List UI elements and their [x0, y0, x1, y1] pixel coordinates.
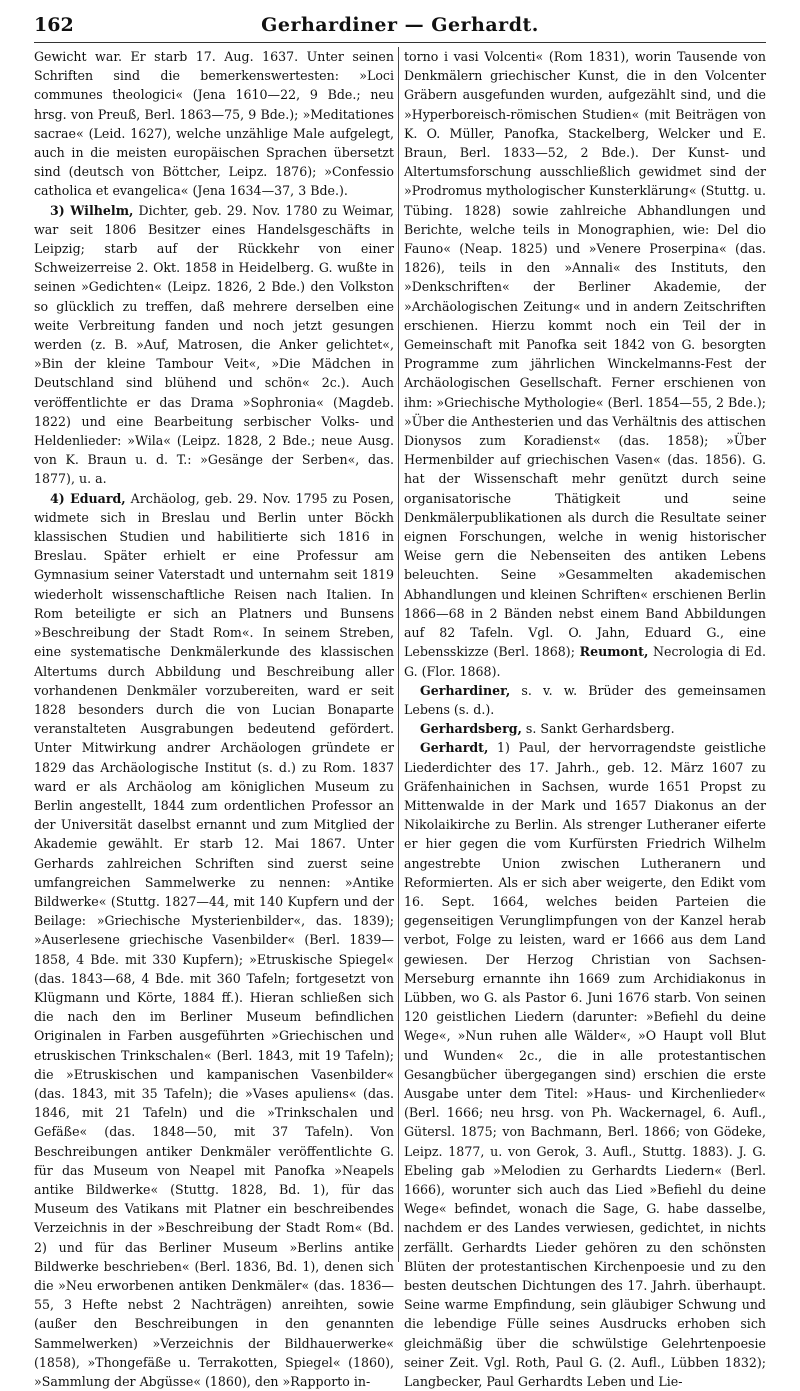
- entry-body: Archäolog, geb. 29. Nov. 1795 zu Posen, widmete sich in Breslau und Berlin unter Böckh klassischen Studien und habilitierte sich 1816 in Breslau. Später erhielt er eine Professur am Gymnasium seiner Vaterstadt und unternahm seit 1819 wiederholt wissenschaftliche Reisen nach Italien. In Rom beteiligte er sich an Platners und Bunsens »Beschreibung der Stadt Rom«. In seinem Streben, eine systematische Denkmälerkunde des klassischen Altertums durch Abbildung und Beschreibung aller vorhandenen Denkmäler vorzubereiten, ward er seit 1828 besonders durch die von Lucian Bonaparte veranstalteten Ausgrabungen bedeutend gefördert. Unter Mitwirkung andrer Archäologen gründete er 1829 das Archäologische Institut (s. d.) zu Rom. 1837 ward er als Archäolog am königlichen Museum zu Berlin angestellt, 1844 zum ordentlichen Professor an der Universität daselbst ernannt und zum Mitglied der Akademie gewählt. Er starb 12. Mai 1867. Unter Gerhards zahlreichen Schriften sind zuerst seine umfangreichen Sammelwerke zu nennen: »Antike Bildwerke« (Stuttg. 1827—44, mit 140 Kupfern und der Beilage: »Griechische Mysterienbilder«, das. 1839); »Auserlesene griechische Vasenbilder« (Berl. 1839—1858, 4 Bde. mit 330 Kupfern); »Etruskische Spiegel« (das. 1843—68, 4 Bde. mit 360 Tafeln; fortgesetzt von Klügmann und Körte, 1884 ff.). Hieran schließen sich die nach den im Berliner Museum befindlichen Originalen in Farben ausgeführten »Griechischen und etruskischen Trinkschalen« (Berl. 1843, mit 19 Tafeln); die »Etruskischen und kampanischen Vasenbilder« (das. 1843, mit 35 Tafeln); die »Vases apuliens« (das. 1846, mit 21 Tafeln) und die »Trinkschalen und Gefäße« (das. 1848—50, mit 37 Tafeln). Von Beschreibungen antiker Denkmäler veröffentlichte G. für das Museum von Neapel mit Panofka »Neapels antike Bildwerke« (Stuttg. 1828, Bd. 1), für das Museum des Vatikans mit Platner ein beschreibendes Verzeichnis in der »Beschreibung der Stadt Rom« (Bd. 2) und für das Berliner Museum »Berlins antike Bildwerke beschrieben« (Berl. 1836, Bd. 1), denen sich die »Neu erworbenen antiken Denkmäler« (das. 1836—55, 3 Hefte nebst 2 Nachträgen) anreihten, sowie (außer den Beschreibungen in den genannten Sammelwerken) »Verzeichnis der Bildhauerwerke« (1858), »Thongefäße u. Terrakotten, Spiegel« (1860), »Sammlung der Abgüsse« (1860), den »Rapporto in-: [34, 490, 394, 1390]
- entry-heading: Gerhardt,: [420, 740, 489, 756]
- entry-body: Dichter, geb. 29. Nov. 1780 zu Weimar, war seit 1806 Besitzer eines Handelsgeschäfts in Leipzig; starb auf der Rückkehr von einer Schweizerreise 2. Okt. 1858 in Heidelberg. G. wußte in seinen »Gedichten« (Leipz. 1826, 2 Bde.) den Volkston so glücklich zu treffen, daß mehrere derselben eine weite Verbreitung fanden und noch jetzt gesungen werden (z. B. »Auf, Matrosen, die Anker gelichtet«, »Bin der kleine Tambour Veit«, »Die Mädchen in Deutschland sind blühend und schön« 2c.). Auch veröffentlichte er das Drama »Sophronia« (Magdeb. 1822) und eine Bearbeitung serbischer Volks- und Heldenlieder: »Wila« (Leipz. 1828, 2 Bde.; neue Ausg. von K. Braun u. d. T.: »Gesänge der Serben«, das. 1877), u. a.: [34, 202, 394, 487]
- entry-body: 1) Paul, der hervorragendste geistliche Liederdichter des 17. Jahrh., geb. 12. März 1607 zu Gräfenhainichen in Sachsen, wurde 1651 Propst zu Mittenwalde in der Mark und 1657 Diakonus an der Nikolaikirche zu Berlin. Als strenger Lutheraner eiferte er hier gegen die vom Kurfürsten Friedrich Wilhelm angestrebte Union zwischen Lutheranern und Reformierten. Als er sich aber weigerte, den Edikt vom 16. Sept. 1664, welches beiden Parteien die gegenseitigen Verunglimpfungen von der Kanzel herab verbot, Folge zu leisten, ward er 1666 aus dem Land gewiesen. Der Herzog Christian von Sachsen-Merseburg ernannte ihn 1669 zum Archidiakonus in Lübben, wo G. als Pastor 6. Juni 1676 starb. Von seinen 120 geistlichen Liedern (darunter: »Befiehl du deine Wege«, »Nun ruhen alle Wälder«, »O Haupt voll Blut und Wunden« 2c., die in alle protestantischen Gesangbücher übergegangen sind) erschien die erste Ausgabe unter dem Titel: »Haus- und Kirchenlieder« (Berl. 1666; neu hrsg. von Ph. Wackernagel, 6. Aufl., Gütersl. 1875; von Bachmann, Berl. 1866; von Gödeke, Leipz. 1877, u. von Gerok, 3. Aufl., Stuttg. 1883). J. G. Ebeling gab »Melodien zu Gerhardts Liedern« (Berl. 1666), worunter sich auch das Lied »Befiehl du deine Wege« befindet, wonach die Sage, G. habe dasselbe, nachdem er des Landes verwiesen, gedichtet, in nichts zerfällt. Gerhardts Lieder gehören zu den schönsten Blüten der protestantischen Kirchenpoesie und zu den besten deutschen Dichtungen des 17. Jahrh. überhaupt. Seine warme Empfindung, sein gläubiger Schwung und die lebendige Fülle seines Ausdrucks erhoben sich gleichmäßig über die schwülstige Gelehrtenpoesie seiner Zeit. Vgl. Roth, Paul G. (2. Aufl., Lübben 1832); Langbecker, Paul Gerhardts Leben und Lie-: [404, 740, 766, 1390]
- running-title: Gerhardiner — Gerhardt.: [261, 14, 539, 36]
- page-number: 162: [34, 14, 74, 36]
- paragraph-eduard-continued: [404, 47, 766, 681]
- entry-body: s. Sankt Gerhardsberg.: [521, 721, 675, 737]
- right-column: [404, 47, 766, 1390]
- page-header: [34, 14, 766, 43]
- entry-gerhardt-paul: [404, 738, 766, 1391]
- entry-heading: 3) Wilhelm,: [50, 202, 134, 218]
- entry-heading: Gerhardiner,: [420, 682, 511, 698]
- entry-heading: 4) Eduard,: [50, 490, 126, 506]
- entry-gerhardsberg: [404, 719, 766, 738]
- paragraph-tail: Necrologia di Ed. G. (Flor. 1868).: [404, 644, 766, 679]
- left-column: [34, 47, 394, 1390]
- entry-heading: Gerhardsberg,: [420, 721, 522, 737]
- paragraph-gerhard-johann-end: Gewicht war. Er starb 17. Aug. 1637. Unter seinen Schriften sind die bemerkenswertesten: »Loci communes theologici« (Jena 1610—22, 9 Bde.; neu hrsg. von Preuß, Berl. 1863—75, 9 Bde.); »Meditationes sacrae« (Leid. 1627), welche unzählige Male aufgelegt, auch in die meisten europäischen Sprachen übersetzt sind (deutsch von Böttcher, Leipz. 1876); »Confessio catholica et evangelica« (Jena 1634—37, 3 Bde.).: [34, 49, 394, 199]
- entry-gerhardiner: [404, 681, 766, 719]
- entry-body: s. v. w. Brüder des gemeinsamen Lebens (s. d.).: [404, 682, 766, 717]
- reference-name: Reumont,: [579, 644, 649, 660]
- column-divider: [398, 47, 399, 1262]
- paragraph-text: torno i vasi Volcenti« (Rom 1831), worin Tausende von Denkmälern griechischer Kunst, die in den Volcenter Gräbern ausgefunden wurden, aufgezählt sind, und die »Hyperboreisch-römischen Studien« (mit Beiträgen von K. O. Müller, Panofka, Stackelberg, Welcker und E. Braun, Berl. 1833—52, 2 Bde.). Der Kunst- und Altertumsforschung ausschließlich gewidmet sind der »Prodromus mythologischer Kunsterklärung« (Stuttg. u. Tübing. 1828) sowie zahlreiche Abhandlungen und Berichte, welche teils in Monographien, wie: Del dio Fauno« (Neap. 1825) und »Venere Proserpina« (das. 1826), teils in den »Annali« des Instituts, den »Denkschriften« der Berliner Akademie, der »Archäologischen Zeitung« und in andern Zeitschriften erschienen. Hierzu kommt noch ein Teil der in Gemeinschaft mit Panofka seit 1842 von G. besorgten Programme zum jährlichen Winckelmanns-Fest der Archäologischen Gesellschaft. Ferner erschienen von ihm: »Griechische Mythologie« (Berl. 1854—55, 2 Bde.); »Über die Anthesterien und das Verhältnis des attischen Dionysos zum Koradienst« (das. 1858); »Über Hermenbilder auf griechischen Vasen« (das. 1856). G. hat der Wissenschaft mehr genützt durch seine organisatorische Thätigkeit und seine Denkmälerpublikationen als durch die Resultate seiner eignen Forschungen, welche in wenig historischer Weise gern die Nebenseiten des antiken Lebens beleuchten. Seine »Gesammelten akademischen Abhandlungen und kleinen Schriften« erschienen Berlin 1866—68 in 2 Bänden nebst einem Band Abbildungen auf 82 Tafeln. Vgl. O. Jahn, Eduard G., eine Lebensskizze (Berl. 1868);: [404, 49, 766, 660]
- entry-eduard-gerhard: [34, 489, 394, 1391]
- entry-wilhelm-gerhard: [34, 201, 394, 489]
